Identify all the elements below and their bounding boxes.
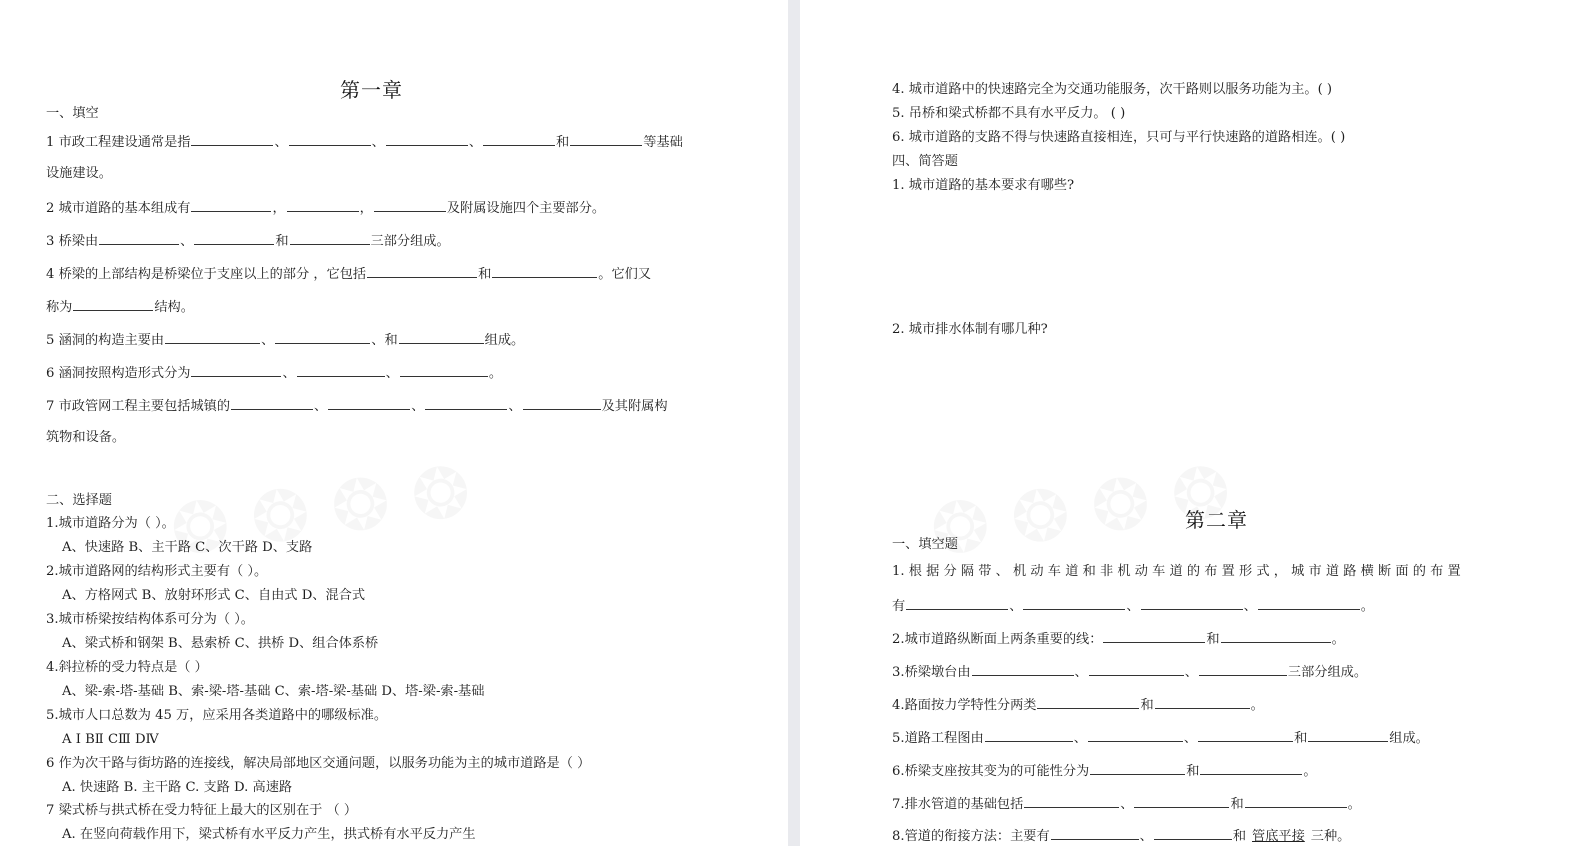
fill-question-1-cont: 设施建设。 [46, 166, 112, 181]
judge-question: 5. 吊桥和梁式桥都不具有水平反力。 ( ) [892, 106, 1126, 121]
chapter-title: 第二章 [1185, 508, 1248, 532]
fill-question-1-cont: 有 、 、 、 。 [892, 596, 1374, 616]
fill-question-7-cont: 筑物和设备。 [46, 430, 126, 445]
fill-question-7: 7 市政管网工程主要包括城镇的 、 、 、 及其附属构 [46, 396, 668, 416]
fill-question-6: 6.桥梁支座按其变为的可能性分为 和 。 [892, 761, 1317, 781]
choice-options: A、方格网式 B、放射环形式 C、自由式 D、混合式 [62, 588, 366, 603]
judge-question: 6. 城市道路的支路不得与快速路直接相连，只可与平行快速路的道路相连。( ) [892, 130, 1346, 145]
choice-options: A、快速路 B、主干路 C、次干路 D、支路 [62, 540, 313, 555]
choice-options: A、梁-索-塔-基础 B、索-梁-塔-基础 C、索-塔-梁-基础 D、塔-梁-索-基础 [62, 684, 485, 699]
fill-question-1: 1 市政工程建设通常是指 、 、 、 和 等基础 [46, 132, 683, 152]
section-heading-fill: 一、填空题 [892, 537, 958, 552]
choice-question: 2.城市道路网的结构形式主要有（ ）。 [46, 564, 268, 579]
chapter-title: 第一章 [340, 78, 403, 102]
choice-question: 3.城市桥梁按结构体系可分为（ ）。 [46, 612, 254, 627]
choice-options: A、梁式桥和钢架 B、悬索桥 C、拱桥 D、组合体系桥 [62, 636, 379, 651]
choice-options: A. 在竖向荷载作用下，梁式桥有水平反力产生，拱式桥有水平反力产生 [62, 827, 476, 842]
choice-options: A Ⅰ BⅡ CⅢ DⅣ [62, 732, 159, 747]
fill-question-7: 7.排水管道的基础包括 、 和 。 [892, 794, 1361, 814]
fill-question-4-cont: 称为 结构。 [46, 297, 194, 317]
fill-question-6: 6 涵洞按照构造形式分为 、 、 。 [46, 363, 502, 383]
choice-question: 5.城市人口总数为 45 万，应采用各类道路中的哪级标准。 [46, 708, 388, 723]
fill-question-3: 3.桥梁墩台由 、 、 三部分组成。 [892, 662, 1367, 682]
short-answer-question-2: 2. 城市排水体制有哪几种? [892, 322, 1048, 337]
fill-question-1: 1. 根 据 分 隔 带 、 机 动 车 道 和 非 机 动 车 道 的 布 置 形 式 ， 城 市 道 路 横 断 面 的 布 置 [892, 564, 1461, 579]
section-heading-choice: 二、选择题 [46, 493, 112, 508]
section-heading-short: 四、简答题 [892, 154, 958, 169]
fill-question-4: 4.路面按力学特性分两类 和 。 [892, 695, 1264, 715]
choice-question: 1.城市道路分为（ ）。 [46, 516, 175, 531]
fill-question-5: 5 涵洞的构造主要由 、 、和 组成。 [46, 330, 524, 350]
section-heading-fill: 一、填空 [46, 106, 99, 121]
fill-question-3: 3 桥梁由 、 和 三部分组成。 [46, 231, 450, 251]
choice-question: 6 作为次干路与街坊路的连接线，解决局部地区交通问题，以服务功能为主的城市道路是（ ） [46, 756, 591, 771]
fill-question-2: 2.城市道路纵断面上两条重要的线： 和 。 [892, 629, 1345, 649]
short-answer-question-1: 1. 城市道路的基本要求有哪些? [892, 178, 1075, 193]
fill-question-4: 4 桥梁的上部结构是桥梁位于支座以上的部分 ，它包括 和 。它们又 [46, 264, 651, 284]
choice-question: 4.斜拉桥的受力特点是（ ） [46, 660, 208, 675]
document-page-right [800, 0, 1571, 846]
judge-question: 4. 城市道路中的快速路完全为交通功能服务，次干路则以服务功能为主。( ) [892, 82, 1333, 97]
fill-question-2: 2 城市道路的基本组成有 ， ， 及附属设施四个主要部分。 [46, 198, 605, 218]
fill-question-8: 8.管道的衔接方法：主要有 、 和 管底平接 三种。 [892, 826, 1350, 846]
choice-options: A. 快速路 B. 主干路 C. 支路 D. 高速路 [62, 780, 293, 795]
fill-question-5: 5.道路工程图由 、 、 和 组成。 [892, 728, 1429, 748]
choice-question: 7 梁式桥与拱式桥在受力特征上最大的区别在于 （ ） [46, 803, 358, 818]
